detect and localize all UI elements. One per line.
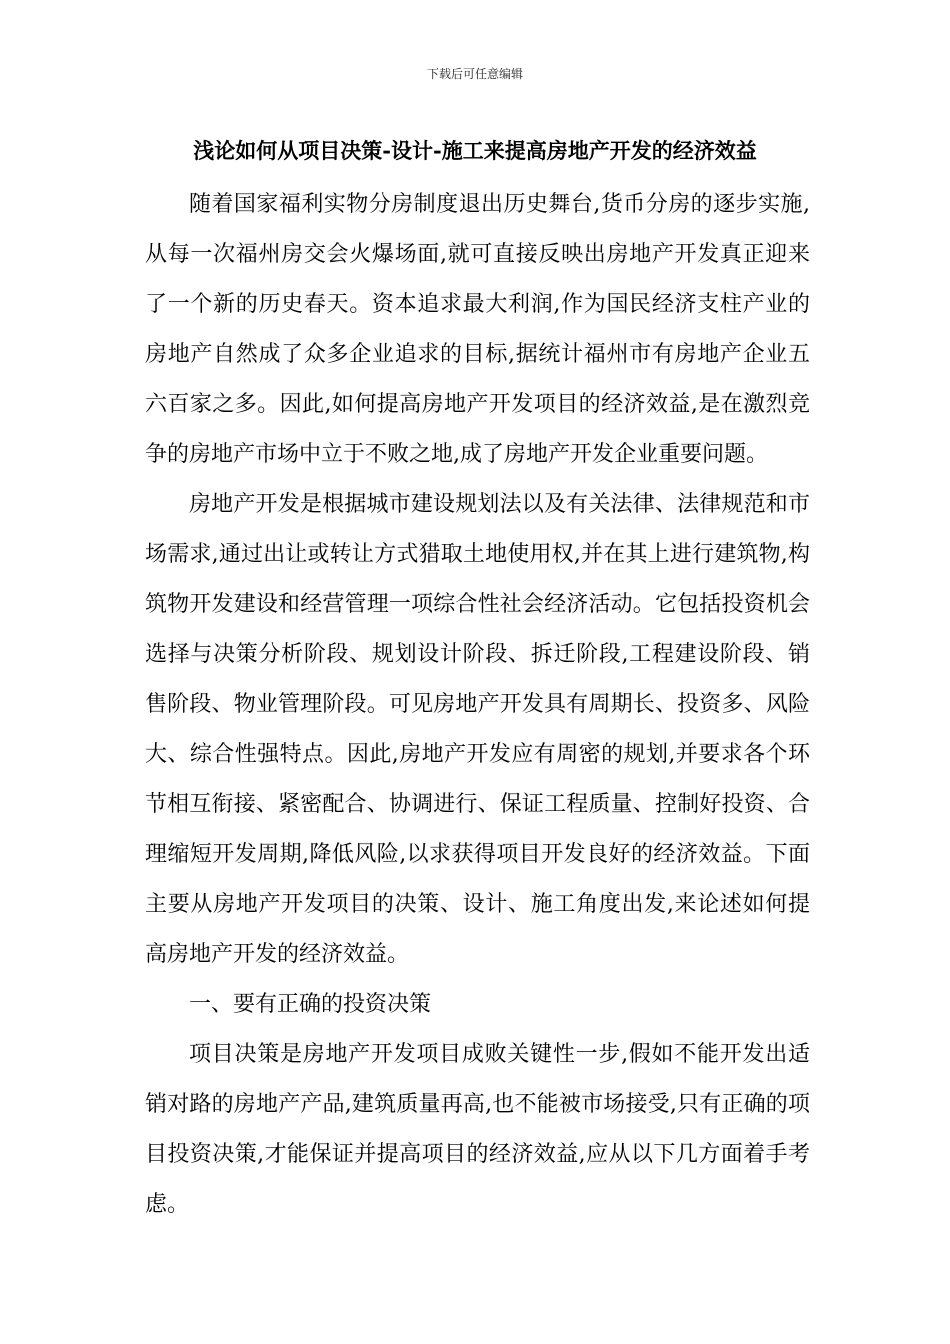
section-heading-investment-decision: 一、要有正确的投资决策 <box>189 992 432 1017</box>
paragraph-project-decision: 项目决策是房地产开发项目成败关键性一步,假如不能开发出适销对路的房地产产品,建筑质量再高,也不能被市场接受,只有正确的项目投资决策,才能保证并提高项目的经济效益,应从以下几方面着手考虑。 <box>145 1042 810 1217</box>
paragraph-intro: 随着国家福利实物分房制度退出历史舞台,货币分房的逐步实施,从每一次福州房交会火爆场面,就可直接反映出房地产开发真正迎来了一个新的历史春天。资本追求最大利润,作为国民经济支柱产业的房地产自然成了众多企业追求的目标,据统计福州市有房地产企业五六百家之多。因此,如何提高房地产开发项目的经济效益,是在激烈竞争的房地产市场中立于不败之地,成了房地产开发企业重要问题。 <box>145 192 810 467</box>
page-title: 浅论如何从项目决策-设计-施工来提高房地产开发的经济效益 <box>193 138 757 163</box>
header-note: 下载后可任意编辑 <box>426 67 523 81</box>
paragraph-development-definition: 房地产开发是根据城市建设规划法以及有关法律、法律规范和市场需求,通过出让或转让方式猎取土地使用权,并在其上进行建筑物,构筑物开发建设和经营管理一项综合性社会经济活动。它包括投资机会选择与决策分析阶段、规划设计阶段、拆迁阶段,工程建设阶段、销售阶段、物业管理阶段。可见房地产开发具有周期长、投资多、风险大、综合性强特点。因此,房地产开发应有周密的规划,并要求各个环节相互衔接、紧密配合、协调进行、保证工程质量、控制好投资、合理缩短开发周期,降低风险,以求获得项目开发良好的经济效益。下面主要从房地产开发项目的决策、设计、施工角度出发,来论述如何提高房地产开发的经济效益。 <box>145 492 810 967</box>
document-body <box>145 180 810 1230</box>
